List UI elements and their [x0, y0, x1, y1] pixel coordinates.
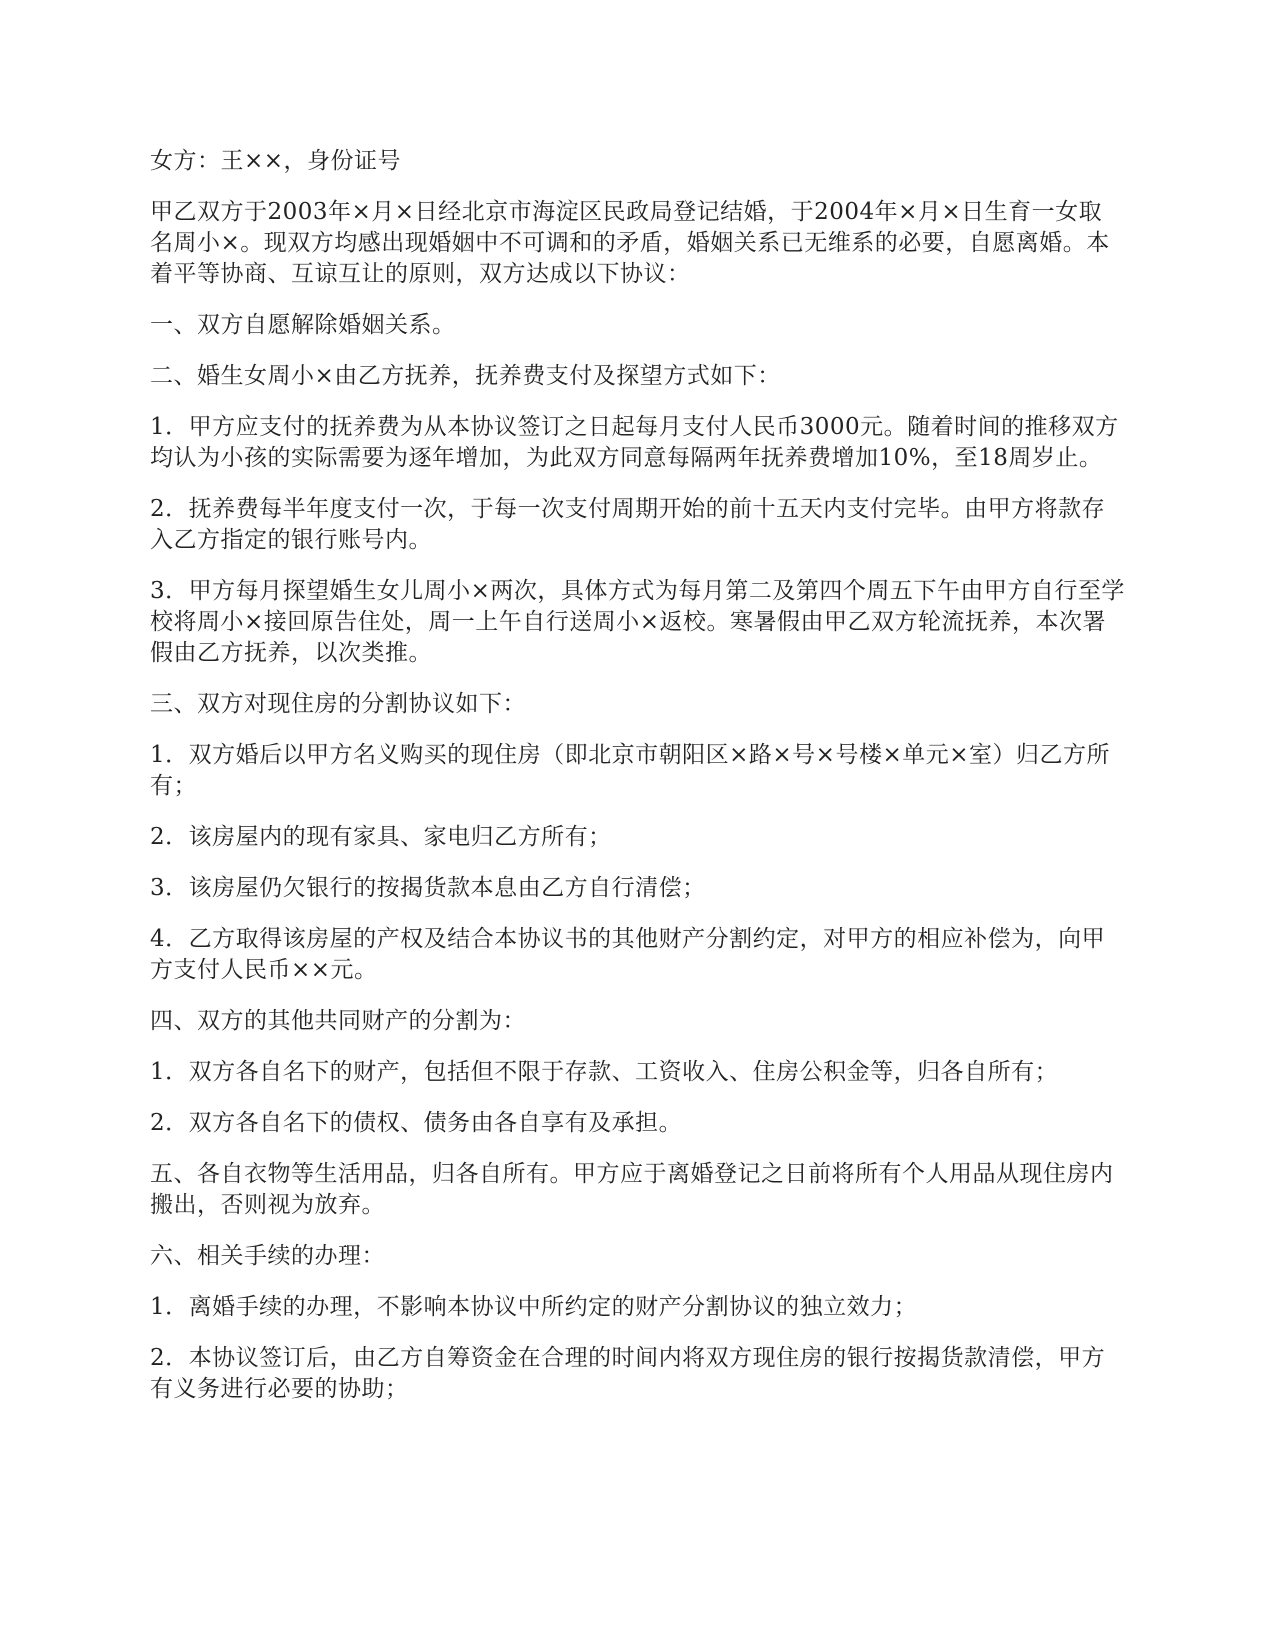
clause-2-item-2: 2．抚养费每半年度支付一次，于每一次支付周期开始的前十五天内支付完毕。由甲方将款存入乙方指定的银行账号内。: [150, 496, 1106, 553]
clause-5-paragraph: 五、各自衣物等生活用品，归各自所有。甲方应于离婚登记之日前将所有个人用品从现住房内搬出，否则视为放弃。: [150, 1161, 1114, 1218]
clause-3-item-4: 4．乙方取得该房屋的产权及结合本协议书的其他财产分割约定，对甲方的相应补偿为，向甲方支付人民币××元。: [150, 926, 1106, 983]
clause-3-item-3: 3．该房屋仍欠银行的按揭货款本息由乙方自行清偿；: [150, 875, 706, 901]
clause-6-item-1: 1．离婚手续的办理，不影响本协议中所约定的财产分割协议的独立效力；: [150, 1294, 918, 1320]
clause-6-heading: 六、相关手续的办理：: [150, 1243, 385, 1269]
clause-2-item-1: 1．甲方应支付的抚养费为从本协议签订之日起每月支付人民币3000元。随着时间的推移双方均认为小孩的实际需要为逐年增加，为此双方同意每隔两年抚养费增加10%，至18周岁止。: [150, 414, 1119, 471]
clause-2-item-3: 3．甲方每月探望婚生女儿周小×两次，具体方式为每月第二及第四个周五下午由甲方自行至学校将周小×接回原告住处，周一上午自行送周小×返校。寒暑假由甲乙双方轮流抚养，本次署假由乙方抚养，以次类推。: [150, 578, 1125, 666]
document-body: [150, 146, 1125, 1425]
clause-4-heading: 四、双方的其他共同财产的分割为：: [150, 1008, 526, 1034]
clause-2-heading: 二、婚生女周小×由乙方抚养，抚养费支付及探望方式如下：: [150, 363, 781, 389]
preamble-paragraph: 甲乙双方于2003年×月×日经北京市海淀区民政局登记结婚，于2004年×月×日生育一女取名周小×。现双方均感出现婚姻中不可调和的矛盾，婚姻关系已无维系的必要，自愿离婚。本着平等协商、互谅互让的原则，双方达成以下协议：: [150, 199, 1110, 287]
clause-3-item-1: 1．双方婚后以甲方名义购买的现住房（即北京市朝阳区×路×号×号楼×单元×室）归乙方所有；: [150, 742, 1110, 799]
clause-1-heading: 一、双方自愿解除婚姻关系。: [150, 312, 456, 338]
clause-4-item-1: 1．双方各自名下的财产，包括但不限于存款、工资收入、住房公积金等，归各自所有；: [150, 1059, 1059, 1085]
clause-3-item-2: 2．该房屋内的现有家具、家电归乙方所有；: [150, 824, 612, 850]
party-b-line: 女方：王××，身份证号: [150, 148, 402, 174]
clause-3-heading: 三、双方对现住房的分割协议如下：: [150, 691, 526, 717]
clause-4-item-2: 2．双方各自名下的债权、债务由各自享有及承担。: [150, 1110, 683, 1136]
clause-6-item-2: 2．本协议签订后，由乙方自筹资金在合理的时间内将双方现住房的银行按揭货款清偿，甲方有义务进行必要的协助；: [150, 1345, 1106, 1402]
